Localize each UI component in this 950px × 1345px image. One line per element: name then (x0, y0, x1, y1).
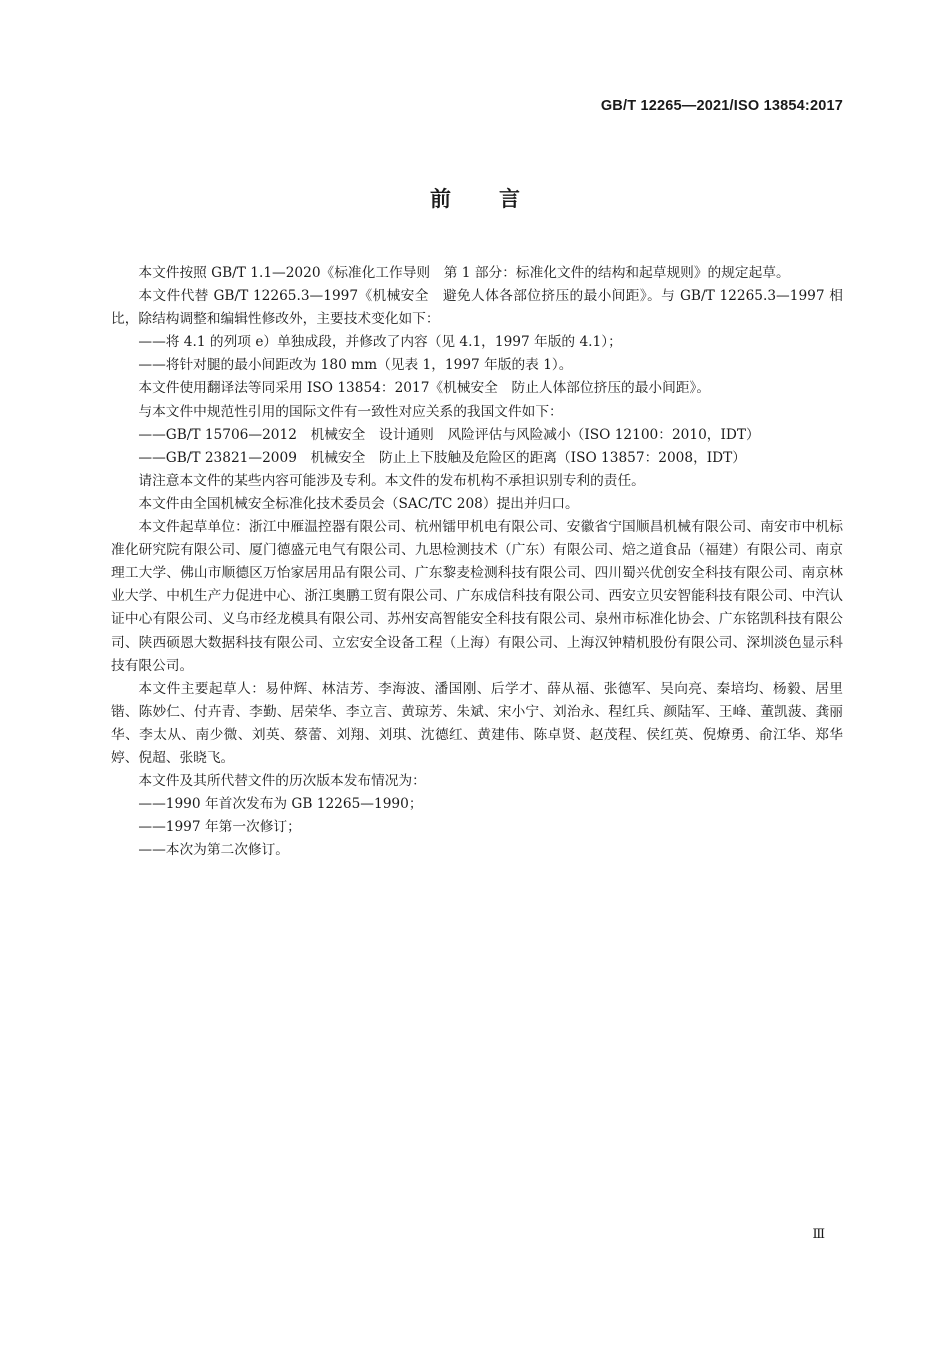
paragraph-drafting-rules: 本文件按照 GB/T 1.1—2020《标准化工作导则 第 1 部分：标准化文件的结构和起草规则》的规定起草。 (138, 265, 790, 281)
paragraph-replaces: 本文件代替 GB/T 12265.3—1997《机械安全 避免人体各部位挤压的最小间距》。与 GB/T 12265.3—1997 相比，除结构调整和编辑性修改外，主要技术变化如下： (111, 288, 843, 328)
page-title: 前言 (430, 187, 568, 211)
paragraph-proposer: 本文件由全国机械安全标准化技术委员会（SAC/TC 208）提出并归口。 (138, 495, 579, 512)
paragraph-version-history: 本文件及其所代替文件的历次版本发布情况为： (138, 773, 426, 790)
change-item-leg-distance: ——将针对腿的最小间距改为 180 mm（见表 1，1997 年版的表 1）。 (138, 357, 573, 374)
paragraph-drafters: 本文件主要起草人：易仲辉、林洁芳、李海波、潘国刚、后学才、薛从福、张德军、吴向亮、秦培均、杨毅、居里锴、陈妙仁、付卉青、李勤、居荣华、李立言、黄琼芳、朱斌、宋小宁、刘治永、程红兵、颜陆军、王峰、董凯菠、龚丽华、李太从、南少微、刘英、蔡蕾、刘翔、刘琪、沈德红、黄建伟、陈卓贤、赵茂程、侯红英、倪燎勇、俞江华、郑华婷、倪超、张晓飞。 (111, 680, 843, 766)
paragraph-drafting-units: 本文件起草单位：浙江中雁温控器有限公司、杭州镭甲机电有限公司、安徽省宁国顺昌机械有限公司、南安市中机标准化研究院有限公司、厦门德盛元电气有限公司、九思检测技术（广东）有限公司、焙之道食品（福建）有限公司、南京理工大学、佛山市顺德区万怡家居用品有限公司、广东黎麦检测科技有限公司、四川蜀兴优创安全科技有限公司、南京林业大学、中机生产力促进中心、浙江奥鹏工贸有限公司、广东成信科技有限公司、西安立贝安智能科技有限公司、中汽认证中心有限公司、义乌市经龙模具有限公司、苏州安高智能安全科技有限公司、泉州市标准化协会、广东铭凯科技有限公司、陕西硕恩大数据科技有限公司、立宏安全设备工程（上海）有限公司、上海汉钟精机股份有限公司、深圳淡色显示科技有限公司。 (111, 519, 843, 674)
page-number: Ⅲ (812, 1227, 824, 1242)
corresponding-doc-23821: ——GB/T 23821—2009 机械安全 防止上下肢触及危险区的距离（ISO 13857：2008，IDT） (138, 449, 746, 466)
corresponding-doc-15706: ——GB/T 15706—2012 机械安全 设计通则 风险评估与风险减小（ISO 12100：2010，IDT） (138, 426, 760, 443)
paragraph-corresponding-docs: 与本文件中规范性引用的国际文件有一致性对应关系的我国文件如下： (138, 403, 563, 420)
paragraph-iso-adoption: 本文件使用翻译法等同采用 ISO 13854：2017《机械安全 防止人体部位挤压的最小间距》。 (138, 380, 711, 397)
change-item-4-1: ——将 4.1 的列项 e）单独成段，并修改了内容（见 4.1，1997 年版的 4.1）； (138, 334, 622, 351)
history-item-current: ——本次为第二次修订。 (138, 842, 289, 859)
paragraph-patent-notice: 请注意本文件的某些内容可能涉及专利。本文件的发布机构不承担识别专利的责任。 (138, 472, 645, 489)
history-item-1990: ——1990 年首次发布为 GB 12265—1990； (138, 796, 423, 813)
body-text (111, 262, 843, 862)
history-item-1997: ——1997 年第一次修订； (138, 819, 301, 836)
standard-code-header: GB/T 12265—2021/ISO 13854:2017 (600, 98, 843, 114)
